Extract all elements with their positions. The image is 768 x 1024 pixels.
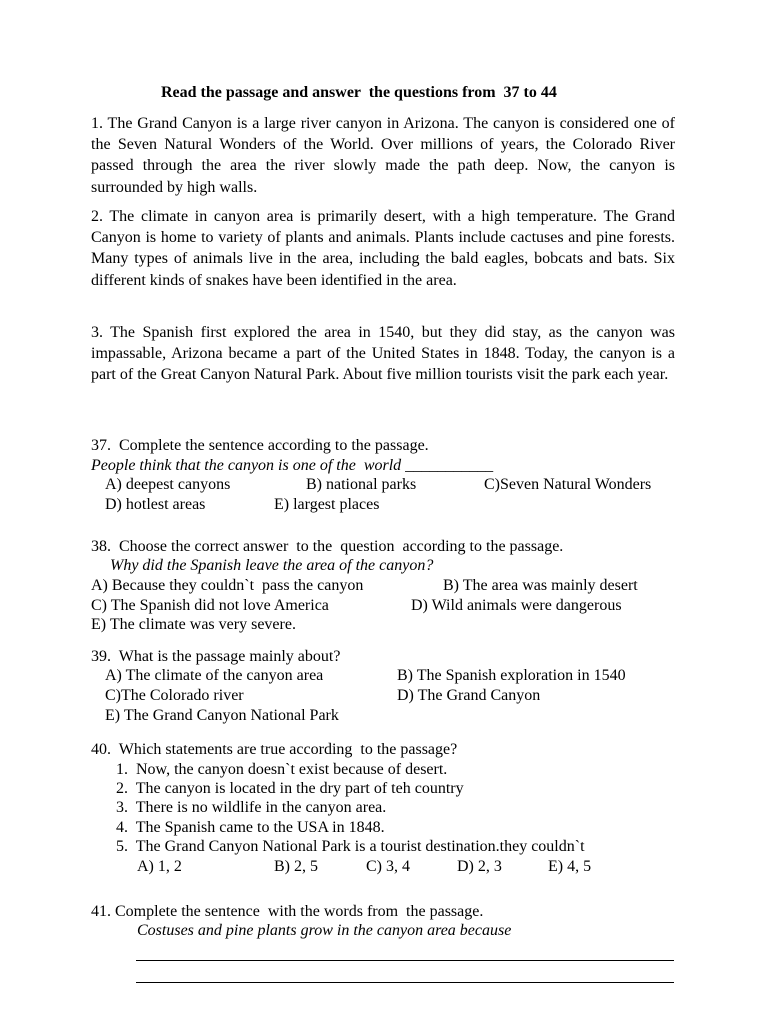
option-38-d[interactable]: D) Wild animals were dangerous — [411, 597, 622, 614]
option-39-e[interactable]: E) The Grand Canyon National Park — [105, 707, 339, 724]
question-40: 40. Which statements are true according to the passage? — [91, 741, 458, 758]
paragraph-3: 3. The Spanish first explored the area in 1540, but they did stay, as the canyon was impassable, Arizona became a part of the United States in 1848. Today, the canyon is a part of the Great Canyon Natural Park. About five million tourists visit the park each year. — [91, 324, 675, 384]
answer-blank: ___________ — [401, 457, 494, 474]
question-41: 41. Complete the sentence with the words from the passage. — [91, 903, 484, 920]
paragraph-1: 1. The Grand Canyon is a large river canyon in Arizona. The canyon is considered one of the Seven Natural Wonders of the World. Over millions of years, the Colorado River passed through the area the river slowly made the path deep. Now, the canyon is surrounded by high walls. — [91, 115, 675, 196]
question-39: 39. What is the passage mainly about? — [91, 648, 341, 665]
option-37-b[interactable]: B) national parks — [306, 476, 417, 493]
option-39-b[interactable]: B) The Spanish exploration in 1540 — [397, 667, 626, 684]
option-40-b[interactable]: B) 2, 5 — [274, 858, 318, 875]
option-40-c[interactable]: C) 3, 4 — [366, 858, 410, 875]
option-38-c[interactable]: C) The Spanish did not love America — [91, 597, 329, 614]
option-39-c[interactable]: C)The Colorado river — [105, 687, 244, 704]
option-38-b[interactable]: B) The area was mainly desert — [443, 577, 638, 594]
question-37-prompt — [91, 456, 493, 476]
option-37-e[interactable]: E) largest places — [274, 496, 380, 513]
statement-5: 5. The Grand Canyon National Park is a tourist destination.they couldn`t — [116, 838, 585, 855]
statement-4: 4. The Spanish came to the USA in 1848. — [116, 819, 385, 836]
prompt-text: People think that the canyon is one of the world — [91, 457, 402, 474]
option-39-a[interactable]: A) The climate of the canyon area — [105, 667, 324, 684]
statement-2: 2. The canyon is located in the dry part of teh country — [116, 780, 464, 797]
answer-line-1[interactable] — [136, 960, 674, 961]
option-40-d[interactable]: D) 2, 3 — [457, 858, 502, 875]
question-41-prompt: Costuses and pine plants grow in the canyon area because — [137, 922, 512, 939]
option-37-c[interactable]: C)Seven Natural Wonders — [484, 476, 652, 493]
option-39-d[interactable]: D) The Grand Canyon — [397, 687, 541, 704]
question-37: 37. Complete the sentence according to the passage. — [91, 437, 429, 454]
question-38-prompt: Why did the Spanish leave the area of the canyon? — [110, 557, 434, 574]
page-title: Read the passage and answer the questions from 37 to 44 — [161, 84, 557, 101]
option-37-a[interactable]: A) deepest canyons — [105, 476, 231, 493]
paragraph-2: 2. The climate in canyon area is primarily desert, with a high temperature. The Grand Canyon is home to variety of plants and animals. Plants include cactuses and pine forests. Many types of animals live in the area, including the bald eagles, bobcats and bats. Six different kinds of snakes have been identified in the area. — [91, 208, 675, 289]
option-37-d[interactable]: D) hotlest areas — [105, 496, 206, 513]
option-40-a[interactable]: A) 1, 2 — [137, 858, 182, 875]
option-38-e[interactable]: E) The climate was very severe. — [91, 616, 296, 633]
statement-3: 3. There is no wildlife in the canyon area. — [116, 799, 387, 816]
answer-line-2[interactable] — [136, 982, 674, 983]
option-40-e[interactable]: E) 4, 5 — [548, 858, 592, 875]
statement-1: 1. Now, the canyon doesn`t exist because of desert. — [116, 761, 448, 778]
question-38: 38. Choose the correct answer to the question according to the passage. — [91, 538, 564, 555]
option-38-a[interactable]: A) Because they couldn`t pass the canyon — [91, 577, 364, 594]
